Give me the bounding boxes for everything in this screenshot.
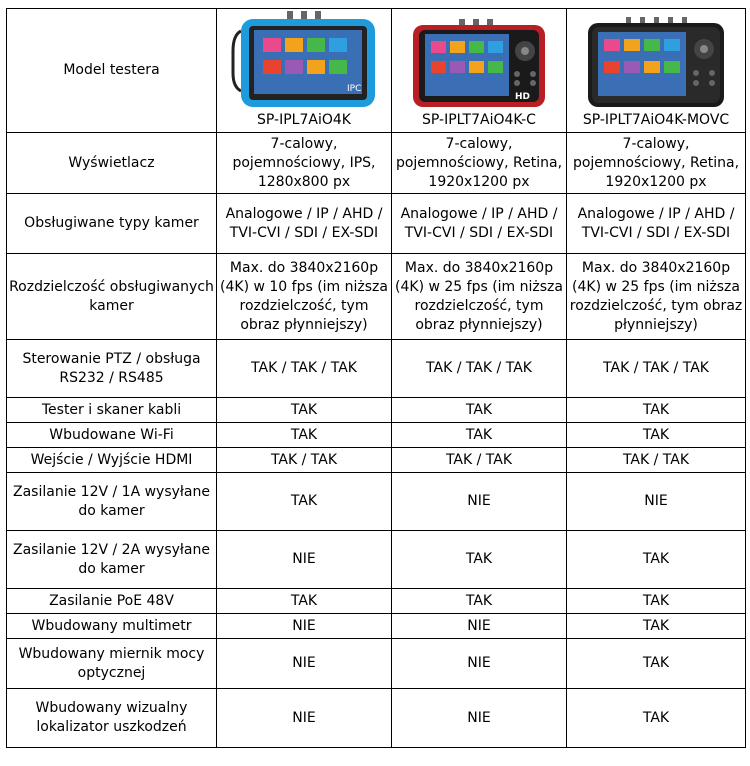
table-row — [7, 531, 746, 589]
row-label: Wbudowany multimetr — [7, 614, 217, 639]
value-cell: Analogowe / IP / AHD / TVI-CVI / SDI / EX-SDI — [217, 194, 392, 254]
header-label: Model testera — [7, 9, 217, 133]
table-row — [7, 639, 746, 689]
row-label: Rozdzielczość obsługiwanych kamer — [7, 254, 217, 340]
row-label: Wyświetlacz — [7, 133, 217, 194]
value-cell: NIE — [392, 639, 567, 689]
value-cell: TAK — [567, 689, 746, 748]
header-row — [7, 9, 746, 133]
row-label: Wbudowany miernik mocy optycznej — [7, 639, 217, 689]
tester-device-dark-image — [586, 17, 726, 109]
product-name: SP-IPLT7AiO4K-C — [422, 112, 536, 128]
value-cell: NIE — [567, 473, 746, 531]
table-row — [7, 473, 746, 531]
value-cell: Max. do 3840x2160p (4K) w 25 fps (im niższa rozdzielczość, tym obraz płynniejszy) — [392, 254, 567, 340]
tester-device-blue-image — [229, 11, 379, 109]
value-cell: NIE — [217, 689, 392, 748]
comparison-table — [6, 8, 746, 748]
product-name: SP-IPL7AiO4K — [257, 112, 351, 128]
value-cell: NIE — [392, 689, 567, 748]
row-label: Zasilanie PoE 48V — [7, 589, 217, 614]
value-cell: 7-calowy, pojemnościowy, Retina, 1920x1200 px — [567, 133, 746, 194]
value-cell: Analogowe / IP / AHD / TVI-CVI / SDI / EX-SDI — [392, 194, 567, 254]
product-cell-3 — [567, 9, 746, 133]
value-cell: TAK — [217, 589, 392, 614]
value-cell: TAK / TAK — [217, 448, 392, 473]
value-cell: TAK / TAK — [392, 448, 567, 473]
value-cell: TAK — [217, 423, 392, 448]
product-name: SP-IPLT7AiO4K-MOVC — [582, 112, 730, 128]
table-row — [7, 340, 746, 398]
row-label: Zasilanie 12V / 2A wysyłane do kamer — [7, 531, 217, 589]
value-cell: TAK / TAK / TAK — [567, 340, 746, 398]
product-cell-1 — [217, 9, 392, 133]
table-row — [7, 689, 746, 748]
value-cell: Max. do 3840x2160p (4K) w 10 fps (im niższa rozdzielczość, tym obraz płynniejszy) — [217, 254, 392, 340]
value-cell: Max. do 3840x2160p (4K) w 25 fps (im niższa rozdzielczość, tym obraz płynniejszy) — [567, 254, 746, 340]
value-cell: TAK — [392, 423, 567, 448]
table-row — [7, 448, 746, 473]
row-label: Wbudowany wizualny lokalizator uszkodzeń — [7, 689, 217, 748]
table-row — [7, 589, 746, 614]
value-cell: TAK / TAK — [567, 448, 746, 473]
value-cell: TAK — [567, 614, 746, 639]
value-cell: TAK — [217, 398, 392, 423]
svg-text:IPC: IPC — [347, 84, 362, 94]
svg-text:HD: HD — [515, 92, 531, 102]
value-cell: TAK / TAK / TAK — [217, 340, 392, 398]
value-cell: TAK — [567, 639, 746, 689]
row-label: Wejście / Wyjście HDMI — [7, 448, 217, 473]
table-row — [7, 398, 746, 423]
value-cell: TAK — [567, 398, 746, 423]
tester-device-red-image — [411, 19, 547, 109]
value-cell: TAK — [392, 398, 567, 423]
value-cell: 7-calowy, pojemnościowy, IPS, 1280x800 px — [217, 133, 392, 194]
row-label: Obsługiwane typy kamer — [7, 194, 217, 254]
table-row — [7, 614, 746, 639]
row-label: Zasilanie 12V / 1A wysyłane do kamer — [7, 473, 217, 531]
value-cell: Analogowe / IP / AHD / TVI-CVI / SDI / EX-SDI — [567, 194, 746, 254]
value-cell: TAK — [217, 473, 392, 531]
value-cell: NIE — [217, 614, 392, 639]
table-row — [7, 254, 746, 340]
value-cell: TAK / TAK / TAK — [392, 340, 567, 398]
value-cell: TAK — [567, 531, 746, 589]
table-row — [7, 194, 746, 254]
value-cell: TAK — [567, 589, 746, 614]
value-cell: 7-calowy, pojemnościowy, Retina, 1920x1200 px — [392, 133, 567, 194]
row-label: Sterowanie PTZ / obsługa RS232 / RS485 — [7, 340, 217, 398]
value-cell: NIE — [392, 473, 567, 531]
value-cell: TAK — [392, 589, 567, 614]
value-cell: NIE — [217, 639, 392, 689]
value-cell: TAK — [567, 423, 746, 448]
product-cell-2 — [392, 9, 567, 133]
value-cell: NIE — [392, 614, 567, 639]
row-label: Wbudowane Wi-Fi — [7, 423, 217, 448]
value-cell: TAK — [392, 531, 567, 589]
table-row — [7, 423, 746, 448]
value-cell: NIE — [217, 531, 392, 589]
row-label: Tester i skaner kabli — [7, 398, 217, 423]
table-row — [7, 133, 746, 194]
